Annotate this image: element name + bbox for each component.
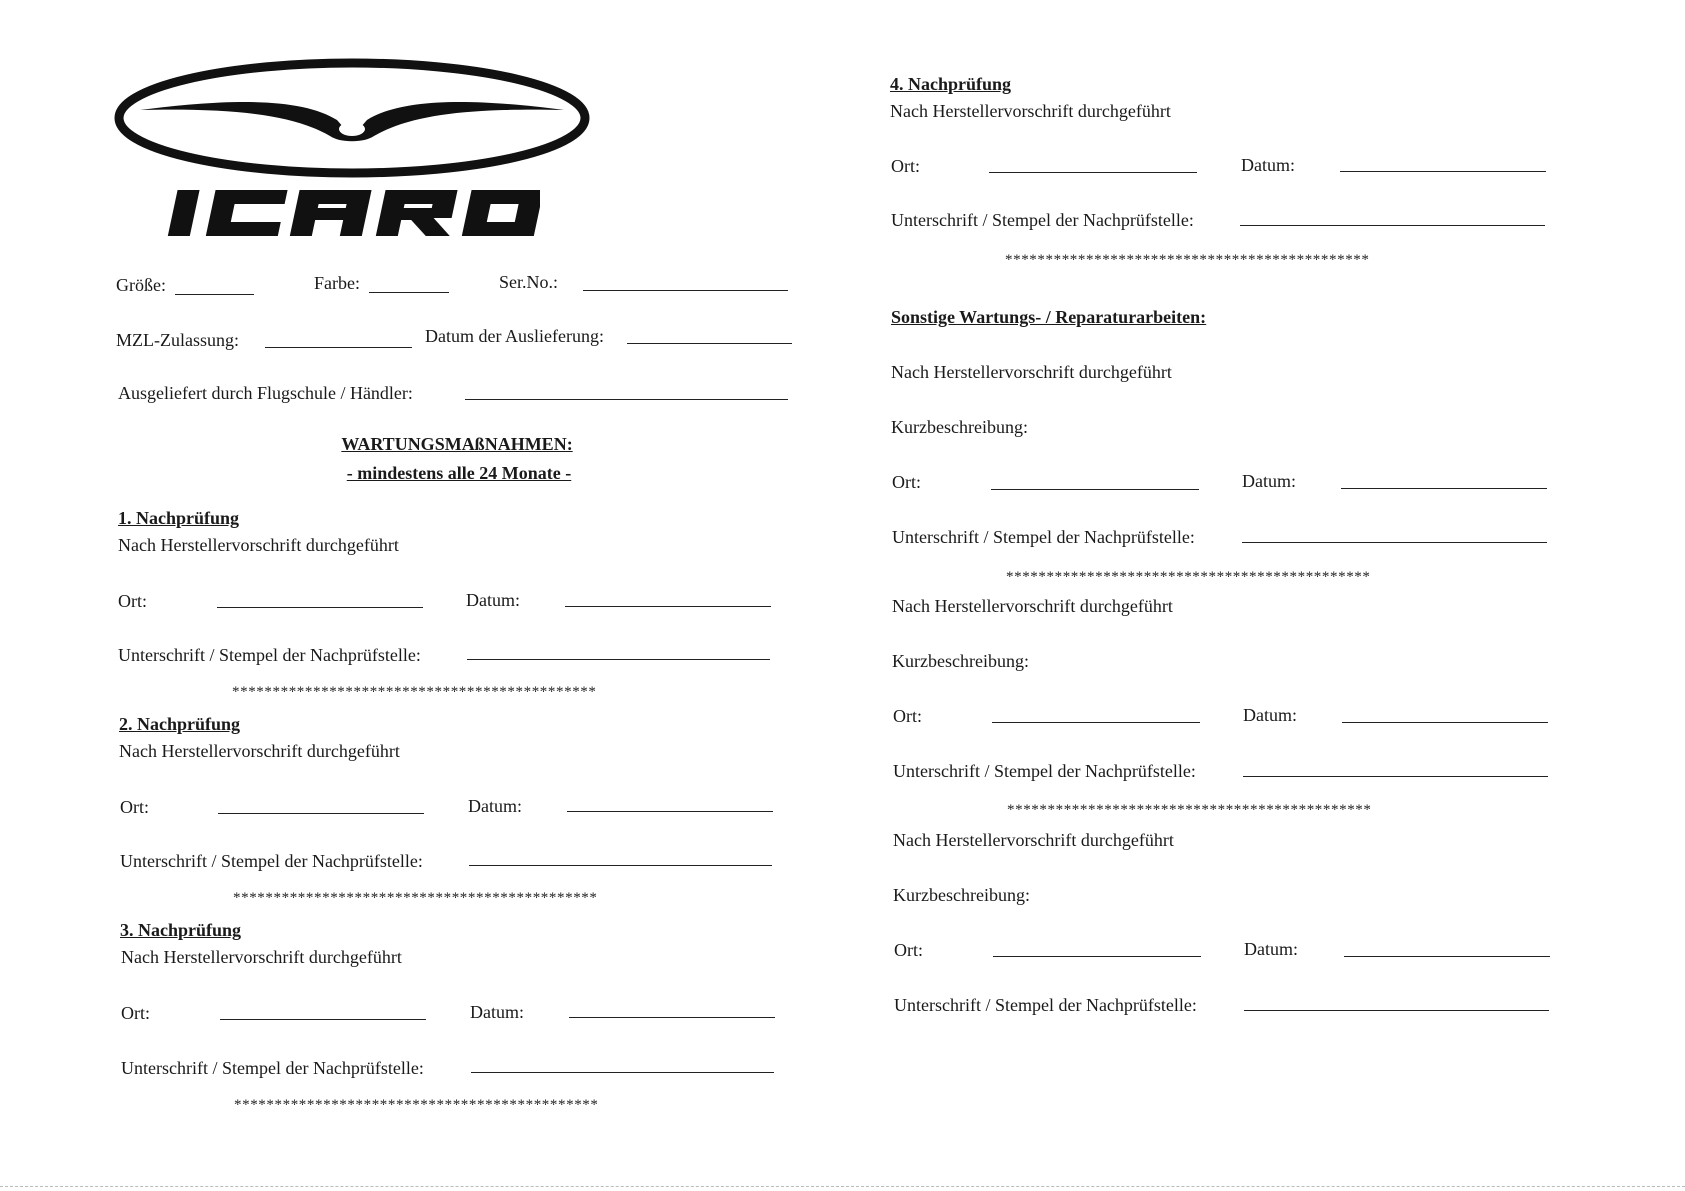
inspection-2-signature-label: Unterschrift / Stempel der Nachprüfstelle:	[120, 851, 423, 871]
other-work-2-date-label: Datum:	[1243, 705, 1297, 725]
inspection-4-date-field[interactable]	[1340, 171, 1546, 172]
inspection-3-signature-field[interactable]	[471, 1072, 774, 1073]
delivery-date-label: Datum der Auslieferung:	[425, 326, 604, 346]
other-work-1-desc-label: Kurzbeschreibung:	[891, 417, 1028, 437]
other-work-1-place-label: Ort:	[892, 472, 921, 492]
inspection-1-date-label: Datum:	[466, 590, 520, 610]
inspection-4-place-label: Ort:	[891, 156, 920, 176]
inspection-1-place-field[interactable]	[217, 607, 423, 608]
color-label: Farbe:	[314, 273, 360, 293]
inspection-1-date-field[interactable]	[565, 606, 771, 607]
color-field[interactable]	[369, 292, 449, 293]
separator-stars: *********************************************	[233, 890, 598, 906]
inspection-1-title: 1. Nachprüfung	[118, 508, 240, 528]
inspection-3-place-field[interactable]	[220, 1019, 426, 1020]
other-work-1-place-field[interactable]	[991, 489, 1199, 490]
inspection-1-signature-label: Unterschrift / Stempel der Nachprüfstelle:	[118, 645, 421, 665]
maintenance-subtitle: - mindestens alle 24 Monate -	[346, 463, 572, 483]
inspection-3-signature-label: Unterschrift / Stempel der Nachprüfstelle:	[121, 1058, 424, 1078]
inspection-2-date-label: Datum:	[468, 796, 522, 816]
inspection-2-signature-field[interactable]	[469, 865, 772, 866]
other-work-3-desc-label: Kurzbeschreibung:	[893, 885, 1030, 905]
mzl-label: MZL-Zulassung:	[116, 330, 239, 350]
other-work-2-date-field[interactable]	[1342, 722, 1548, 723]
dealer-field[interactable]	[465, 399, 788, 400]
other-work-3-signature-label: Unterschrift / Stempel der Nachprüfstelle:	[894, 995, 1197, 1015]
separator-stars: *********************************************	[1006, 569, 1371, 585]
other-work-2-place-label: Ort:	[893, 706, 922, 726]
other-work-1-date-field[interactable]	[1341, 488, 1547, 489]
other-work-1-date-label: Datum:	[1242, 471, 1296, 491]
glider-emblem-icon	[112, 58, 592, 183]
delivery-date-field[interactable]	[627, 343, 792, 344]
dealer-label: Ausgeliefert durch Flugschule / Händler:	[118, 383, 413, 403]
inspection-1-performed: Nach Herstellervorschrift durchgeführt	[118, 535, 399, 555]
inspection-1-signature-field[interactable]	[467, 659, 770, 660]
serial-label: Ser.No.:	[499, 272, 559, 292]
inspection-3-performed: Nach Herstellervorschrift durchgeführt	[121, 947, 402, 967]
other-work-1-signature-label: Unterschrift / Stempel der Nachprüfstelle:	[892, 527, 1195, 547]
size-field[interactable]	[175, 294, 254, 295]
inspection-4-signature-field[interactable]	[1240, 225, 1545, 226]
inspection-4-date-label: Datum:	[1241, 155, 1295, 175]
other-work-2-desc-label: Kurzbeschreibung:	[892, 651, 1029, 671]
icaro-wordmark-icon	[160, 188, 540, 240]
inspection-4-place-field[interactable]	[989, 172, 1197, 173]
other-work-3-place-label: Ort:	[894, 940, 923, 960]
inspection-2-title: 2. Nachprüfung	[119, 714, 241, 734]
serial-field[interactable]	[583, 290, 788, 291]
other-work-3-signature-field[interactable]	[1244, 1010, 1549, 1011]
page-edge-divider	[0, 1186, 1685, 1187]
other-work-3-date-label: Datum:	[1244, 939, 1298, 959]
inspection-3-title: 3. Nachprüfung	[120, 920, 242, 940]
other-work-2-performed: Nach Herstellervorschrift durchgeführt	[892, 596, 1173, 616]
other-work-2-place-field[interactable]	[992, 722, 1200, 723]
maintenance-title: WARTUNGSMAßNAHMEN:	[341, 434, 573, 454]
inspection-2-place-label: Ort:	[120, 797, 149, 817]
inspection-4-signature-label: Unterschrift / Stempel der Nachprüfstelle:	[891, 210, 1194, 230]
other-work-2-signature-label: Unterschrift / Stempel der Nachprüfstelle:	[893, 761, 1196, 781]
other-work-1-signature-field[interactable]	[1242, 542, 1547, 543]
other-work-3-place-field[interactable]	[993, 956, 1201, 957]
separator-stars: *********************************************	[234, 1097, 599, 1113]
inspection-3-date-label: Datum:	[470, 1002, 524, 1022]
mzl-field[interactable]	[265, 347, 412, 348]
inspection-4-title: 4. Nachprüfung	[890, 74, 1012, 94]
other-work-3-performed: Nach Herstellervorschrift durchgeführt	[893, 830, 1174, 850]
inspection-3-place-label: Ort:	[121, 1003, 150, 1023]
separator-stars: *********************************************	[232, 684, 597, 700]
inspection-2-place-field[interactable]	[218, 813, 424, 814]
other-work-title: Sonstige Wartungs- / Reparaturarbeiten:	[891, 307, 1207, 327]
inspection-4-performed: Nach Herstellervorschrift durchgeführt	[890, 101, 1171, 121]
inspection-2-performed: Nach Herstellervorschrift durchgeführt	[119, 741, 400, 761]
inspection-2-date-field[interactable]	[567, 811, 773, 812]
other-work-1-performed: Nach Herstellervorschrift durchgeführt	[891, 362, 1172, 382]
inspection-3-date-field[interactable]	[569, 1017, 775, 1018]
inspection-1-place-label: Ort:	[118, 591, 147, 611]
separator-stars: *********************************************	[1005, 252, 1370, 268]
other-work-3-date-field[interactable]	[1344, 956, 1550, 957]
separator-stars: *********************************************	[1007, 802, 1372, 818]
size-label: Größe:	[116, 275, 166, 295]
other-work-2-signature-field[interactable]	[1243, 776, 1548, 777]
